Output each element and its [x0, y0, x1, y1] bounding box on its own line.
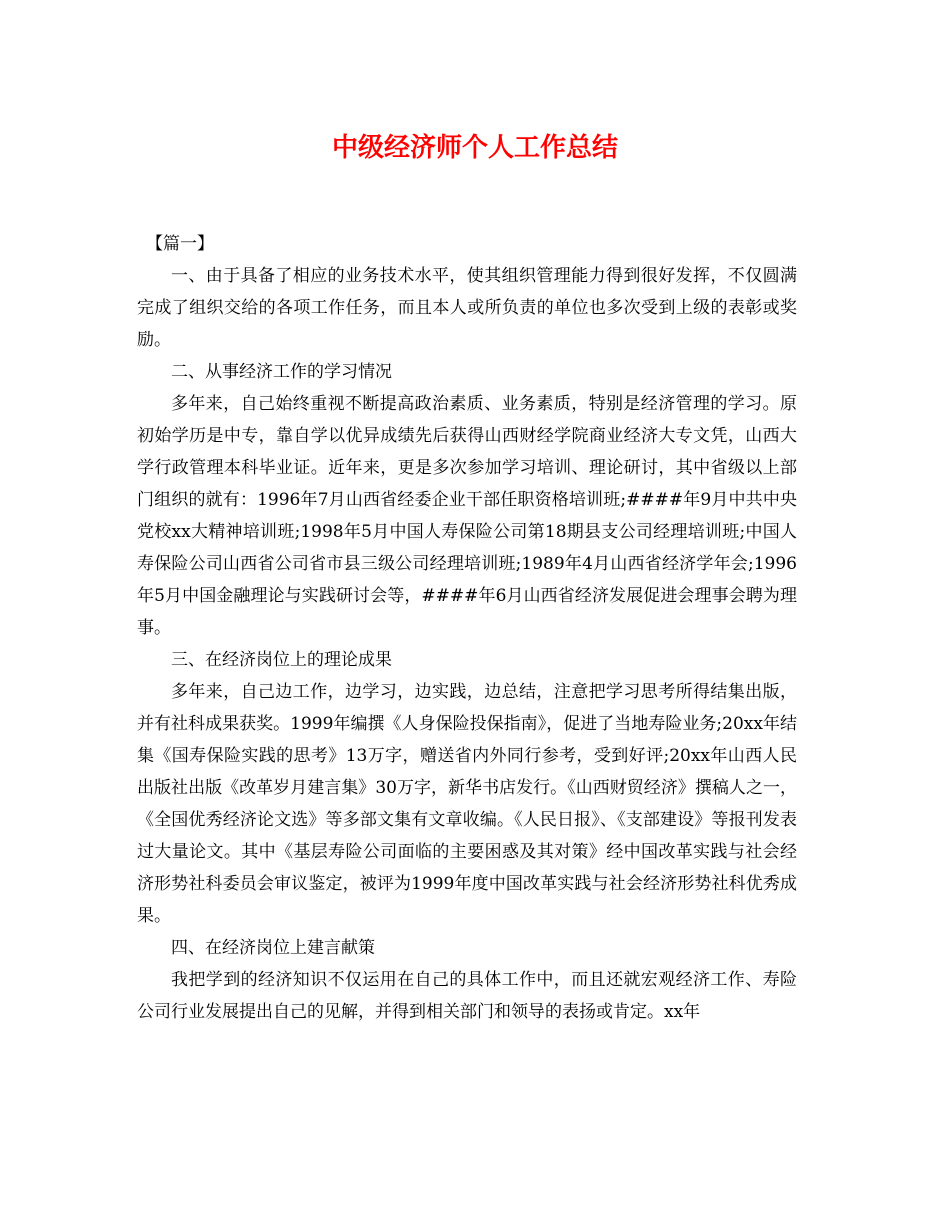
heading-theory: 三、在经济岗位上的理论成果: [171, 650, 392, 670]
paragraph-theory: 多年来，自己边工作，边学习，边实践，边总结，注意把学习思考所得结集出版，并有社科成果获奖。1999年编撰《人身保险投保指南》，促进了当地寿险业务;20xx年结集《国寿保险实践的思考》13万字，赠送省内外同行参考，受到好评;20xx年山西人民出版社出版《改革岁月建言集》30万字，新华书店发行。《山西财贸经济》撰稿人之一，《全国优秀经济论文选》等多部文集有文章收编。《人民日报》、《支部建设》等报刊发表过大量论文。其中《基层寿险公司面临的主要困惑及其对策》经中国改革实践与社会经济形势社科委员会审议鉴定，被评为1999年度中国改革实践与社会经济形势社科优秀成果。: [137, 682, 797, 926]
paragraph-intro: 一、由于具备了相应的业务技术水平，使其组织管理能力得到很好发挥，不仅圆满完成了组织交给的各项工作任务，而且本人或所负责的单位也多次受到上级的表彰或奖励。: [137, 266, 797, 350]
heading-advice: 四、在经济岗位上建言献策: [171, 938, 375, 958]
document-body: [137, 228, 797, 1028]
heading-study: 二、从事经济工作的学习情况: [171, 362, 392, 382]
section-marker: 【篇一】: [146, 234, 214, 254]
paragraph-advice: 我把学到的经济知识不仅运用在自己的具体工作中，而且还就宏观经济工作、寿险公司行业发展提出自己的见解，并得到相关部门和领导的表扬或肯定。xx年: [137, 970, 797, 1022]
document-title: 中级经济师个人工作总结: [331, 133, 618, 163]
paragraph-study: 多年来，自己始终重视不断提高政治素质、业务素质，特别是经济管理的学习。原初始学历是中专，靠自学以优异成绩先后获得山西财经学院商业经济大专文凭，山西大学行政管理本科毕业证。近年来，更是多次参加学习培训、理论研讨，其中省级以上部门组织的就有：1996年7月山西省经委企业干部任职资格培训班;####年9月中共中央党校xx大精神培训班;1998年5月中国人寿保险公司第18期县支公司经理培训班;中国人寿保险公司山西省公司省市县三级公司经理培训班;1989年4月山西省经济学年会;1996年5月中国金融理论与实践研讨会等，####年6月山西省经济发展促进会理事会聘为理事。: [137, 394, 797, 638]
